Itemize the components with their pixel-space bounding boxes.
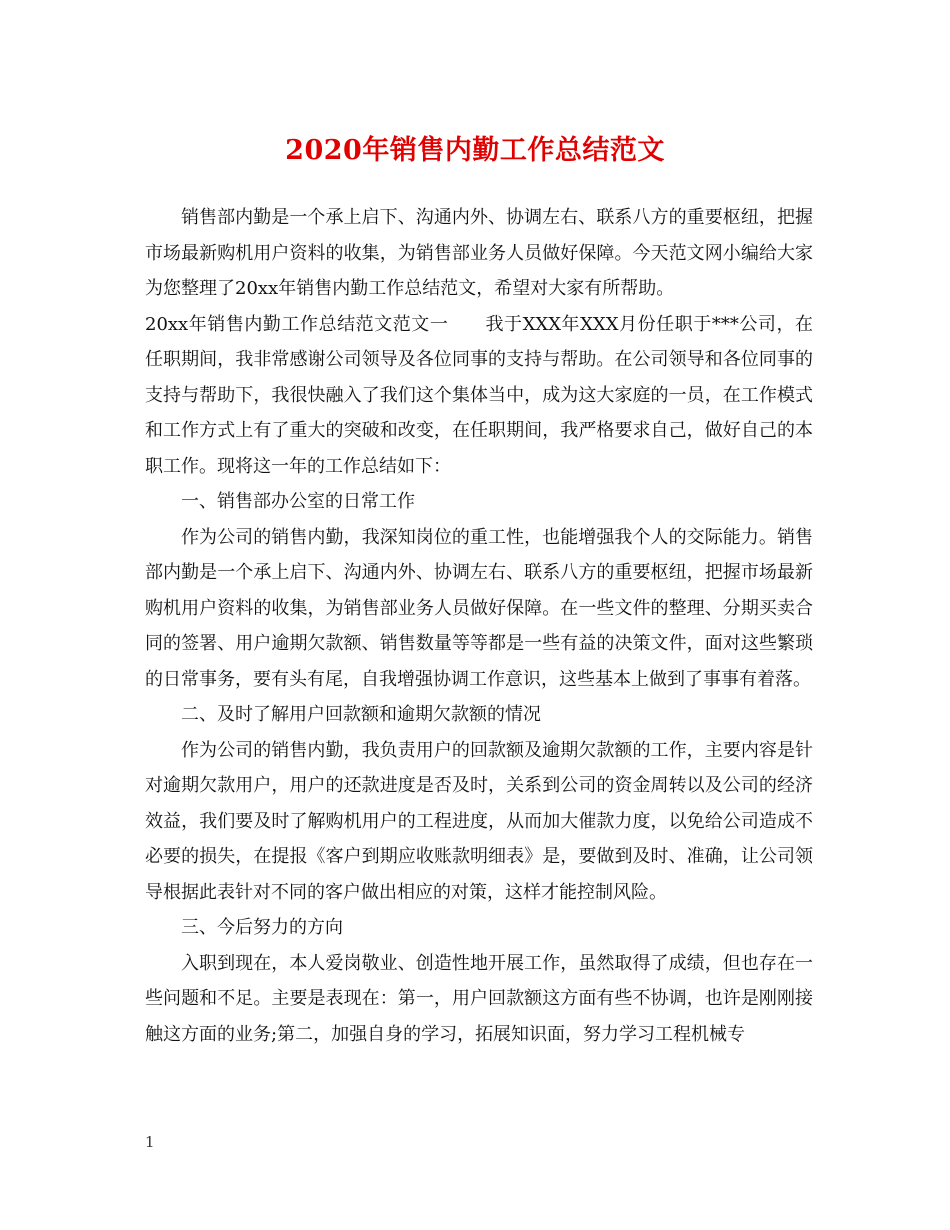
paragraph-daily-work: 作为公司的销售内勤，我深知岗位的重工性，也能增强我个人的交际能力。销售部内勤是一个承上启下、沟通内外、协调左右、联系八方的重要枢纽，把握市场最新购机用户资料的收集，为销售部业务人员做好保障。在一些文件的整理、分期买卖合同的签署、用户逾期欠款额、销售数量等等都是一些有益的决策文件，面对这些繁琐的日常事务，要有头有尾，自我增强协调工作意识，这些基本上做到了事事有着落。 — [145, 526, 813, 690]
paragraph-payments: 作为公司的销售内勤，我负责用户的回款额及逾期欠款额的工作，主要内容是针对逾期欠款用户，用户的还款进度是否及时，关系到公司的资金周转以及公司的经济效益，我们要及时了解购机用户的工程进度，从而加大催款力度，以免给公司造成不必要的损失，在提报《客户到期应收账款明细表》是，要做到及时、准确，让公司领导根据此表针对不同的客户做出相应的对策，这样才能控制风险。 — [145, 739, 813, 903]
document-body — [145, 200, 813, 1052]
page-number: 1 — [145, 1133, 155, 1151]
document-title: 2020年销售内勤工作总结范文 — [285, 135, 665, 166]
section-heading-daily-work: 一、销售部办公室的日常工作 — [181, 491, 415, 512]
section-heading-future: 三、今后努力的方向 — [181, 917, 343, 938]
paragraph-sample-one: 20xx年销售内勤工作总结范文范文一 我于XXX年XXX月份任职于***公司，在任职期间，我非常感谢公司领导及各位同事的支持与帮助。在公司领导和各位同事的支持与帮助下，我很快融入了我们这个集体当中，成为这大家庭的一员，在工作模式和工作方式上有了重大的突破和改变，在任职期间，我严格要求自己，做好自己的本职工作。现将这一年的工作总结如下： — [145, 313, 813, 477]
section-heading-payments: 二、及时了解用户回款额和逾期欠款额的情况 — [181, 704, 541, 725]
paragraph-intro: 销售部内勤是一个承上启下、沟通内外、协调左右、联系八方的重要枢纽，把握市场最新购机用户资料的收集，为销售部业务人员做好保障。今天范文网小编给大家为您整理了20xx年销售内勤工作总结范文，希望对大家有所帮助。 — [145, 207, 813, 299]
paragraph-future: 入职到现在，本人爱岗敬业、创造性地开展工作，虽然取得了成绩，但也存在一些问题和不足。主要是表现在：第一，用户回款额这方面有些不协调，也许是刚刚接触这方面的业务;第二，加强自身的学习，拓展知识面，努力学习工程机械专 — [145, 952, 813, 1045]
